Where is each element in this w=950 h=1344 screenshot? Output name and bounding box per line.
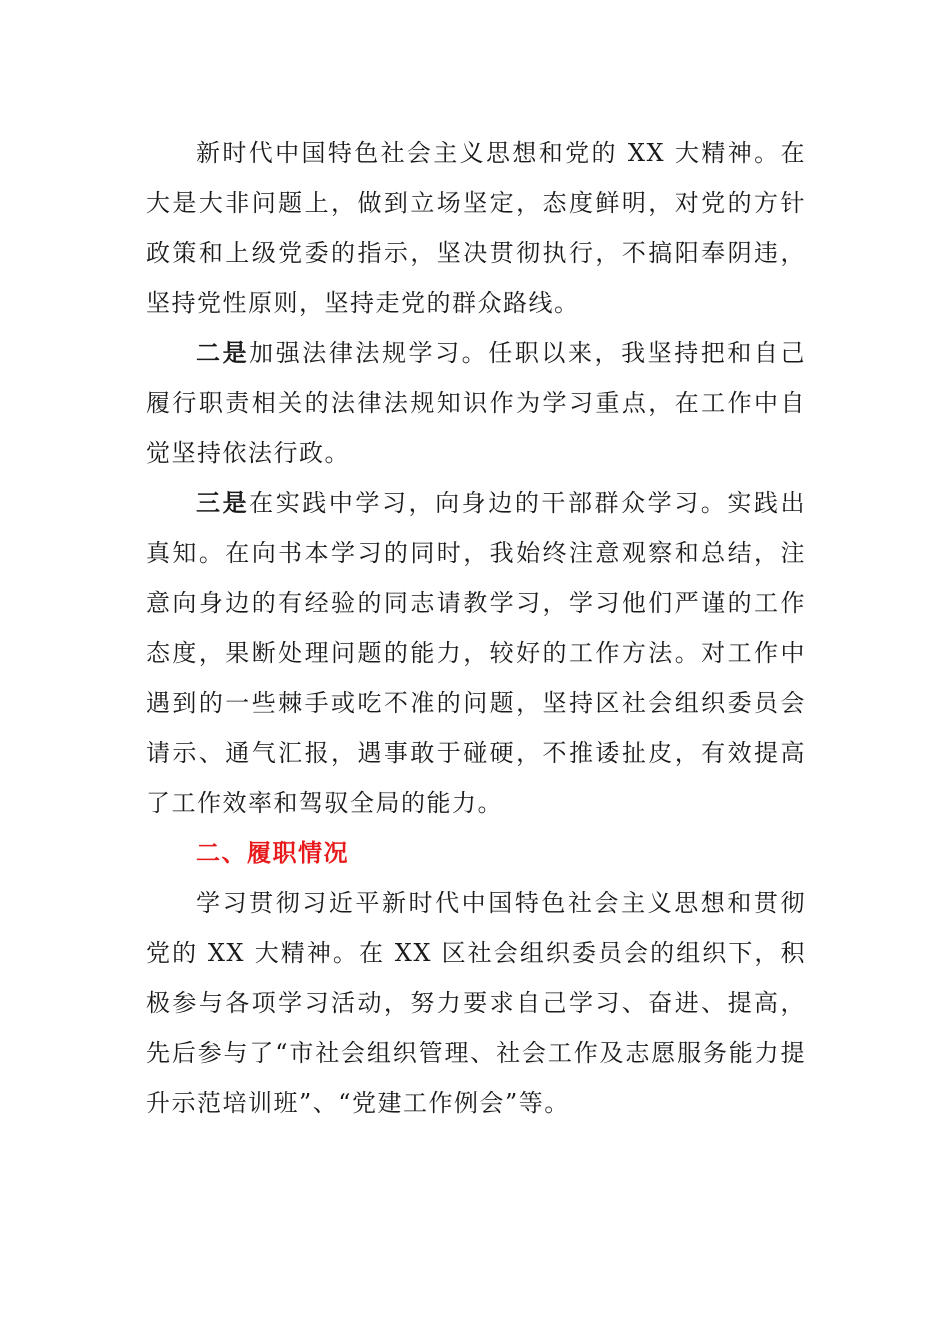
section-heading: 二、履职情况 (196, 839, 349, 867)
paragraph-text: 学习贯彻习近平新时代中国特色社会主义思想和贯彻党的 XX 大精神。在 XX 区社会组织委员会的组织下，积极参与各项学习活动，努力要求自己学习、奋进、提高，先后参与了“市社会组织管理、社会工作及志愿服务能力提升示范培训班”、“党建工作例会”等。 (146, 889, 806, 1117)
paragraph-text: 新时代中国特色社会主义思想和党的 XX 大精神。在大是大非问题上，做到立场坚定，态度鲜明，对党的方针政策和上级党委的指示，坚决贯彻执行，不搞阳奉阴违，坚持党性原则，坚持走党的群众路线。 (146, 139, 806, 317)
paragraph-party-spirit (146, 128, 806, 328)
document-body (146, 128, 806, 1128)
paragraph-law-study (146, 328, 806, 478)
paragraph-duty-performance (146, 878, 806, 1128)
paragraph-lead: 二是 (196, 339, 250, 367)
paragraph-text: 加强法律法规学习。任职以来，我坚持把和自己履行职责相关的法律法规知识作为学习重点，在工作中自觉坚持依法行政。 (146, 339, 807, 467)
paragraph-text: 在实践中学习，向身边的干部群众学习。实践出真知。在向书本学习的同时，我始终注意观察和总结，注意向身边的有经验的同志请教学习，学习他们严谨的工作态度，果断处理问题的能力，较好的工作方法。对工作中遇到的一些棘手或吃不准的问题，坚持区社会组织委员会请示、通气汇报，遇事敢于碰硬，不推诿扯皮，有效提高了工作效率和驾驭全局的能力。 (146, 489, 807, 817)
paragraph-practice-study (146, 478, 806, 828)
paragraph-lead: 三是 (196, 489, 250, 517)
